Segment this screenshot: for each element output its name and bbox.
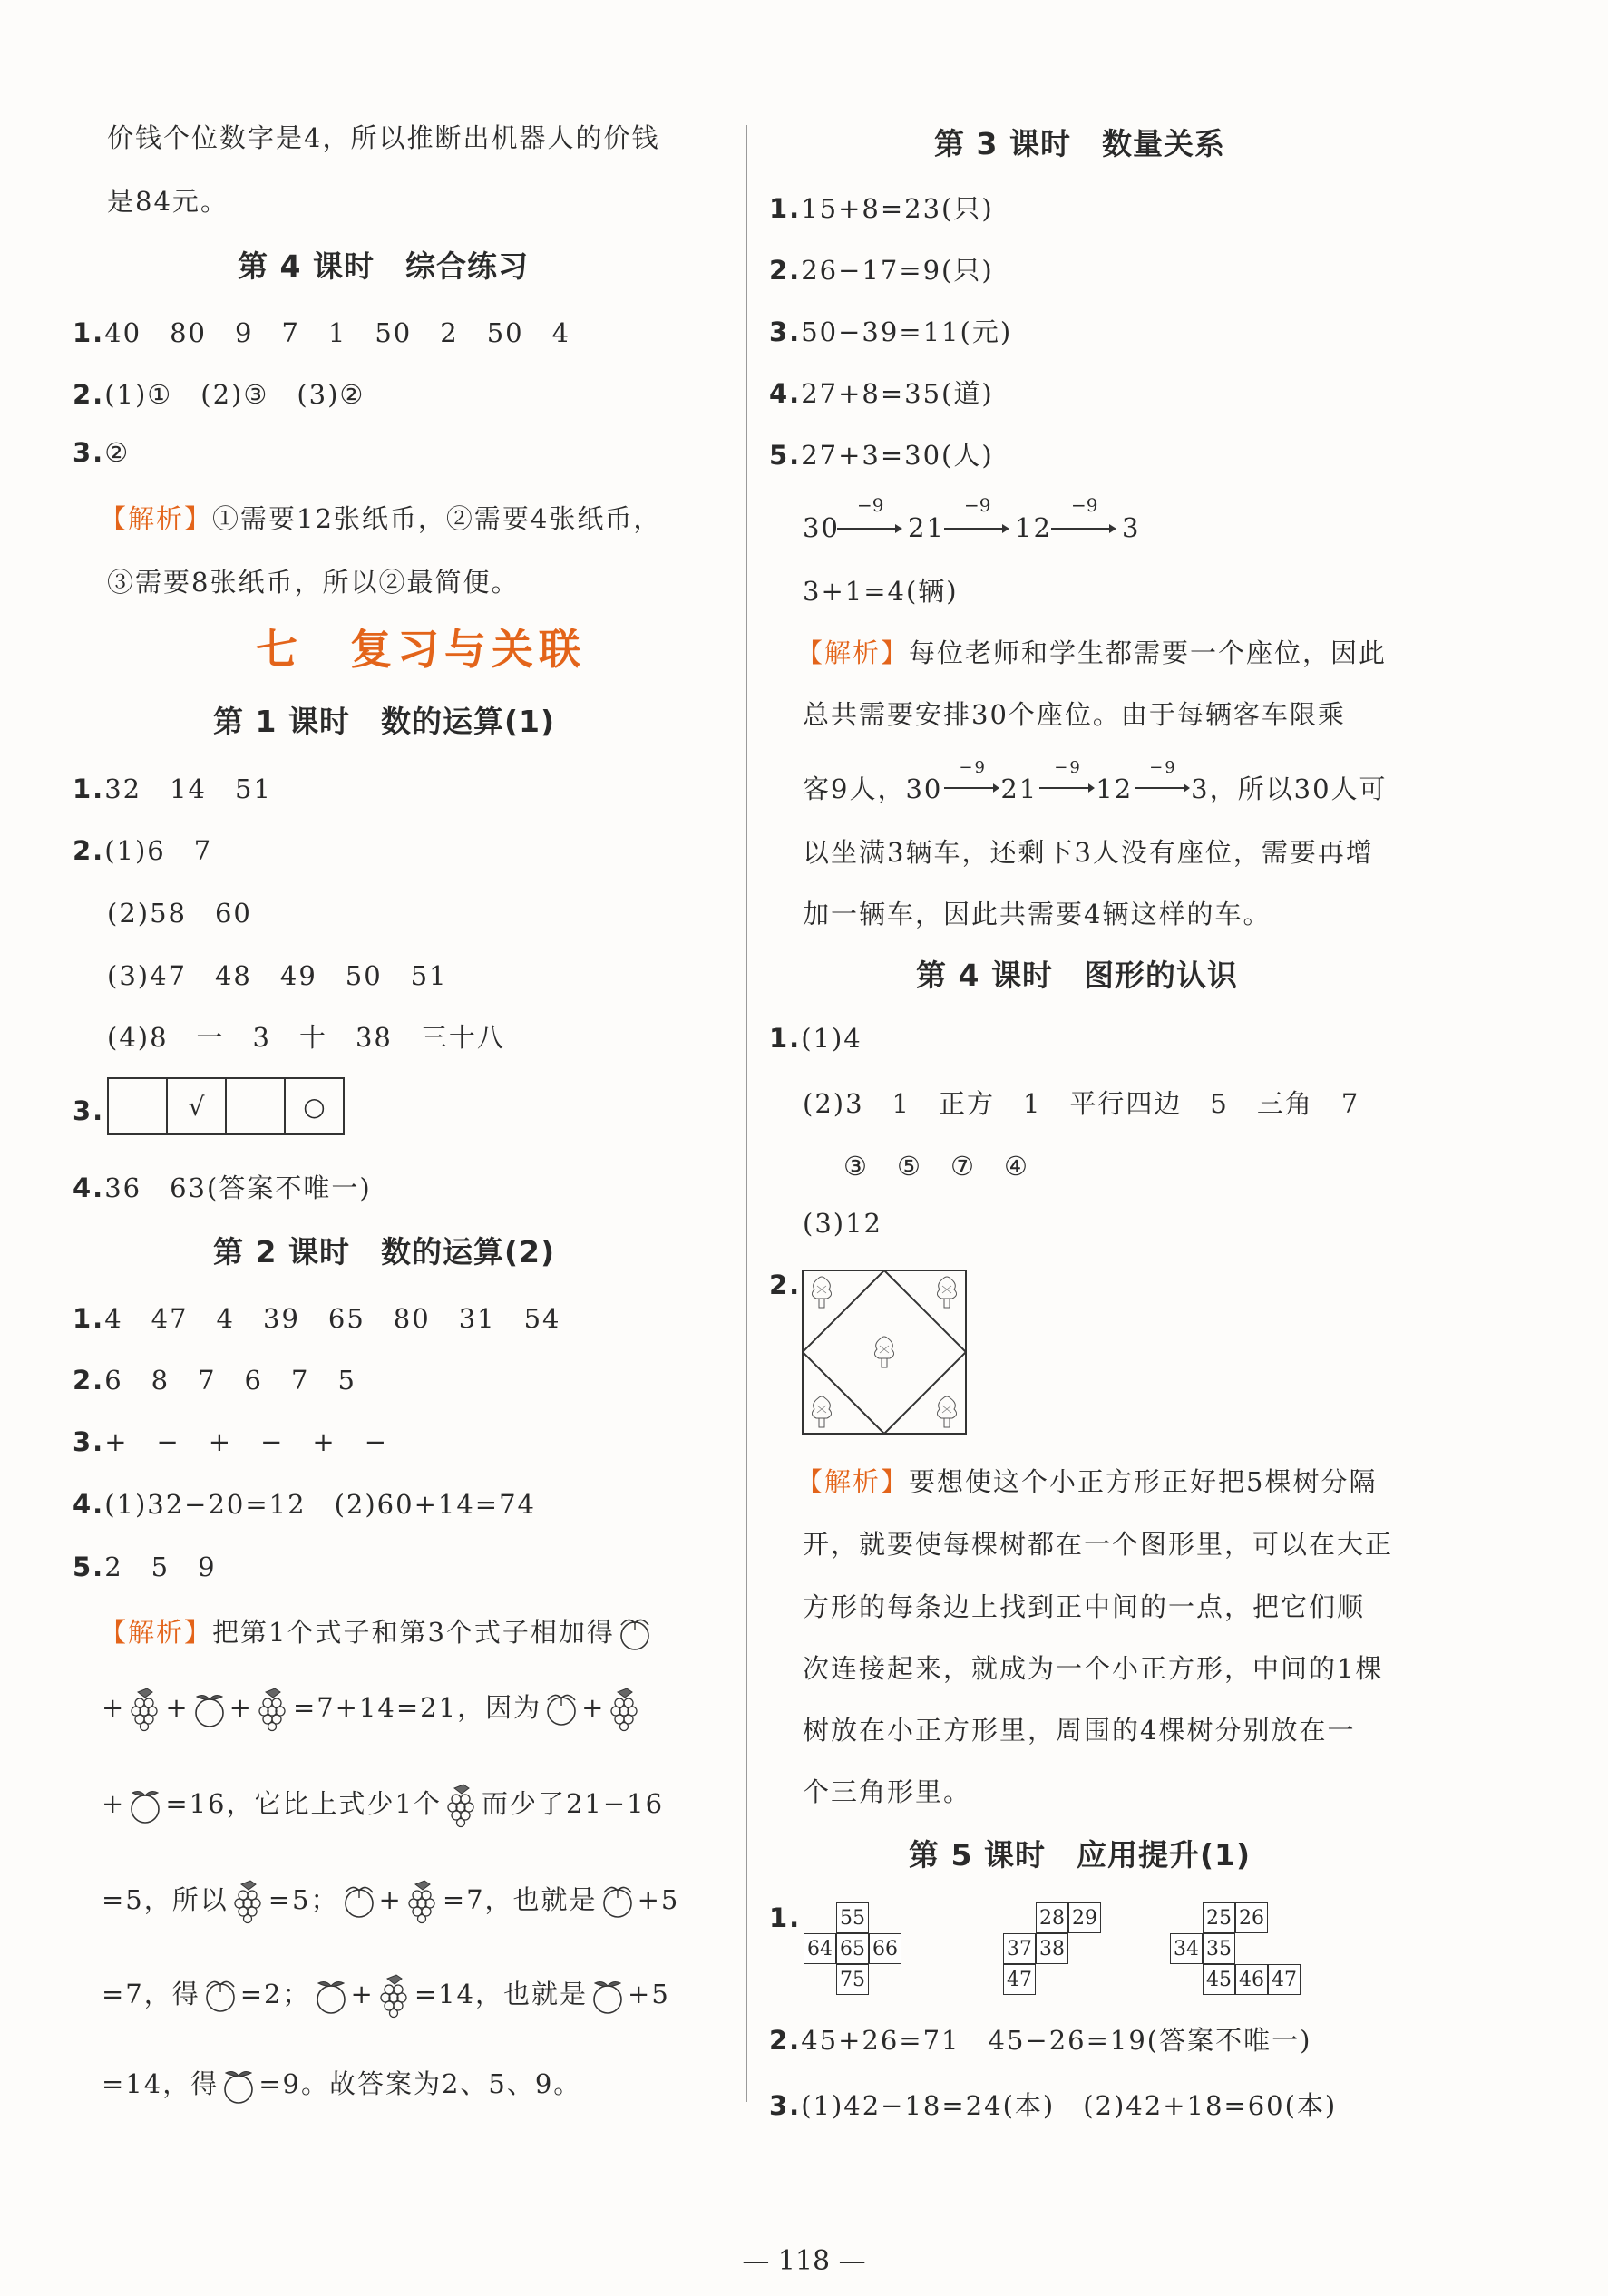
grid-cell: 38 xyxy=(1036,1933,1068,1964)
c2-q5 xyxy=(73,1547,217,1584)
grid-cell: 37 xyxy=(1003,1933,1036,1964)
r4-analysis-line-3: 方形的每条边上找到正中间的一点，把它们顺 xyxy=(803,1591,1366,1622)
chain-op: −9 xyxy=(1054,758,1082,777)
grape-icon xyxy=(253,1687,293,1732)
l4-analysis-line-1 xyxy=(100,499,661,536)
tree-icon xyxy=(812,1277,831,1308)
analysis-tag: 【解析】 xyxy=(100,1617,213,1648)
q-number: 1. xyxy=(769,1902,802,1933)
answer-text: 15+8=23(只) xyxy=(801,193,994,224)
q-number: 2. xyxy=(769,2025,802,2056)
r3-calc: 3+1=4(辆) xyxy=(803,576,959,607)
r4-q1-1 xyxy=(769,1023,862,1054)
c1-q3-boxes xyxy=(107,1077,345,1135)
analysis-text: =7，也就是 xyxy=(442,1884,598,1915)
answer-box: ○ xyxy=(303,1091,326,1122)
intro-line-2: 是84元。 xyxy=(107,186,229,217)
grid-cell: 29 xyxy=(1068,1902,1101,1933)
answer-text: 36 63(答案不唯一) xyxy=(104,1172,372,1203)
r3-q5 xyxy=(769,435,994,472)
orange-icon xyxy=(588,1974,628,2018)
chain-value: 12 xyxy=(1015,512,1052,543)
grid-cell: 64 xyxy=(804,1933,836,1964)
r3-q1 xyxy=(769,189,994,226)
lesson4-title: 第 4 课时 综合练习 xyxy=(238,248,529,284)
chain-op: −9 xyxy=(964,494,991,516)
analysis-text: +5 xyxy=(628,1979,670,2009)
analysis-text: ①需要12张纸币，②需要4张纸币， xyxy=(212,503,662,534)
peach-icon xyxy=(541,1688,581,1731)
grid-cell: 47 xyxy=(1268,1964,1301,1995)
q-number: 3. xyxy=(769,2090,802,2121)
q-number: 3. xyxy=(73,1426,105,1457)
orange-icon xyxy=(219,2064,258,2107)
r4-q1-3: ③ ⑤ ⑦ ④ xyxy=(843,1151,1029,1182)
q-number: 3. xyxy=(73,1095,105,1126)
c1-q2-3: (3)47 48 49 50 51 xyxy=(107,960,448,991)
tree-icon xyxy=(937,1277,956,1308)
c2-analysis-line-5: =7，得 =2； + =14，也就是 +5 xyxy=(102,1973,670,2019)
q-number: 2. xyxy=(73,379,105,410)
q-number: 5. xyxy=(73,1552,105,1582)
analysis-text: =14，得 xyxy=(102,2068,219,2099)
q-number: 5. xyxy=(769,440,802,471)
r4-q1-2: (2)3 1 正方 1 平行四边 5 三角 7 xyxy=(803,1088,1360,1119)
r4-analysis-line-6: 个三角形里。 xyxy=(803,1776,972,1807)
analysis-text: +5 xyxy=(637,1884,680,1915)
r5-q3 xyxy=(769,2086,1337,2123)
answer-text: ② xyxy=(104,437,131,468)
r5-q2 xyxy=(769,2020,1311,2058)
analysis-text: 而少了21−16 xyxy=(481,1788,665,1819)
analysis-text: 客9人，30 xyxy=(803,773,943,804)
q-number: 3. xyxy=(73,437,105,468)
peach-icon xyxy=(339,1880,379,1923)
q-number: 2. xyxy=(769,1270,802,1300)
grape-icon xyxy=(605,1687,645,1732)
answer-text: 27+3=30(人) xyxy=(801,440,994,471)
r3-analysis-line-4: 以坐满3辆车，还剩下3人没有座位，需要再增 xyxy=(803,837,1374,868)
analysis-text: 21 xyxy=(1000,773,1038,804)
analysis-tag: 【解析】 xyxy=(796,637,910,668)
page-number: — 118 — xyxy=(742,2245,866,2277)
c2-analysis-line-1 xyxy=(100,1612,655,1656)
grid-cell: 65 xyxy=(836,1933,869,1964)
analysis-text: =9。故答案为2、5、9。 xyxy=(258,2068,582,2099)
answer-text: 2 5 9 xyxy=(104,1552,217,1582)
analysis-text: =5； xyxy=(268,1884,339,1915)
r4-analysis-line-5: 树放在小正方形里，周围的4棵树分别放在一 xyxy=(803,1715,1356,1746)
answer-box xyxy=(227,1079,286,1133)
answer-text: (1)32−20=12 (2)60+14=74 xyxy=(104,1489,536,1520)
answer-text: (1)42−18=24(本) (2)42+18=60(本) xyxy=(801,2090,1338,2121)
grid-cell: 34 xyxy=(1170,1933,1203,1964)
q-number: 1. xyxy=(769,1023,802,1054)
c1-q2-1 xyxy=(73,831,212,868)
analysis-text: =7，得 xyxy=(102,1979,200,2009)
column-divider xyxy=(746,125,747,2102)
chain-op: −9 xyxy=(857,494,884,516)
grid-cell: 35 xyxy=(1203,1933,1235,1964)
analysis-text: =5，所以 xyxy=(102,1884,229,1915)
chain-op: −9 xyxy=(959,758,987,777)
grid-cell: 55 xyxy=(836,1902,869,1933)
grid-cell: 25 xyxy=(1203,1902,1235,1933)
answer-text: 45+26=71 45−26=19(答案不唯一) xyxy=(801,2025,1312,2056)
grid-cell: 75 xyxy=(836,1964,869,1995)
q-number: 4. xyxy=(73,1172,105,1203)
analysis-text: 把第1个式子和第3个式子相加得 xyxy=(212,1617,615,1648)
r4-q2-label xyxy=(769,1270,801,1300)
arrow-icon xyxy=(942,782,1000,794)
chain-op: −9 xyxy=(1149,758,1177,777)
c1-q3-label xyxy=(73,1095,104,1126)
c2-analysis-line-4: =5，所以 =5； + =7，也就是 +5 xyxy=(102,1879,679,1924)
answer-text: 32 14 51 xyxy=(104,773,272,804)
c2-analysis-line-6 xyxy=(102,2064,581,2107)
answer-text: 40 80 9 7 1 50 2 50 4 xyxy=(104,317,571,348)
r4-analysis-line-4: 次连接起来，就成为一个小正方形，中间的1棵 xyxy=(803,1653,1384,1684)
c2-q2 xyxy=(73,1360,356,1397)
tree-icon xyxy=(937,1396,956,1427)
grid-cell: 47 xyxy=(1003,1964,1036,1995)
chain-op: −9 xyxy=(1071,494,1098,516)
answer-box: √ xyxy=(168,1079,227,1133)
q-number: 2. xyxy=(73,1365,105,1396)
q-number: 1. xyxy=(73,1303,105,1334)
c1-title: 第 1 课时 数的运算(1) xyxy=(213,704,556,739)
grid-cell: 26 xyxy=(1235,1902,1268,1933)
chapter-title: 七 复习与关联 xyxy=(256,625,586,674)
q-number: 2. xyxy=(769,255,802,286)
grid-cell: 28 xyxy=(1036,1902,1068,1933)
answer-text: 27+8=35(道) xyxy=(801,378,994,409)
answer-text: (1)4 xyxy=(801,1023,862,1054)
r4-title: 第 4 课时 图形的认识 xyxy=(916,958,1238,993)
tree-icon xyxy=(812,1396,831,1427)
r4-analysis-line-2: 开，就要使每棵树都在一个图形里，可以在大正 xyxy=(803,1529,1394,1560)
peach-icon xyxy=(598,1880,638,1923)
r3-title: 第 3 课时 数量关系 xyxy=(934,126,1225,161)
analysis-text: 3，所以30人可 xyxy=(1191,773,1388,804)
l4-analysis-line-2: ③需要8张纸币，所以②最简便。 xyxy=(107,567,520,598)
r4-analysis-line-1 xyxy=(796,1462,1377,1499)
arrow-icon xyxy=(1133,782,1191,794)
r3-analysis-line-3 xyxy=(803,758,1388,806)
analysis-tag: 【解析】 xyxy=(796,1466,910,1497)
l4-q1 xyxy=(73,313,570,350)
q-number: 1. xyxy=(73,773,105,804)
c1-q4 xyxy=(73,1168,372,1205)
analysis-text: 要想使这个小正方形正好把5棵树分隔 xyxy=(909,1466,1378,1497)
chain-value: 3 xyxy=(1122,512,1141,543)
grape-icon xyxy=(442,1783,482,1828)
q-number: 1. xyxy=(73,317,105,348)
orange-icon xyxy=(190,1688,229,1731)
analysis-text: =14，也就是 xyxy=(414,1979,589,2009)
grid-cell: 45 xyxy=(1203,1964,1235,1995)
r5-q1-label xyxy=(769,1902,801,1933)
analysis-text: =7+14=21，因为 xyxy=(292,1692,542,1723)
r3-analysis-line-5: 加一辆车，因此共需要4辆这样的车。 xyxy=(803,899,1272,929)
l4-q3 xyxy=(73,437,130,468)
q-number: 2. xyxy=(73,835,105,866)
chain-value: 21 xyxy=(908,512,945,543)
c2-q3 xyxy=(73,1422,388,1459)
arrow-icon xyxy=(1038,782,1096,794)
intro-line-1: 价钱个位数字是4，所以推断出机器人的价钱 xyxy=(107,122,660,153)
q-number: 3. xyxy=(769,316,802,347)
analysis-text: 每位老师和学生都需要一个座位，因此 xyxy=(909,637,1388,668)
answer-text: 4 47 4 39 65 80 31 54 xyxy=(104,1303,561,1334)
grape-icon xyxy=(229,1879,268,1924)
orange-icon xyxy=(125,1784,165,1827)
c2-q4 xyxy=(73,1484,536,1522)
chain-value: 30 xyxy=(803,512,840,543)
grape-icon xyxy=(125,1687,165,1732)
answer-text: 26−17=9(只) xyxy=(801,255,994,286)
answer-text: + − + − + − xyxy=(104,1426,388,1457)
answer-box xyxy=(109,1079,168,1133)
peach-icon xyxy=(200,1974,240,2018)
analysis-text: 12 xyxy=(1096,773,1134,804)
subtraction-chain xyxy=(803,494,1184,549)
inline-arrow xyxy=(1038,758,1096,798)
grid-cell: 66 xyxy=(869,1933,901,1964)
c2-analysis-line-3: + =16，它比上式少1个 而少了21−16 xyxy=(102,1783,664,1828)
r3-q3 xyxy=(769,312,1012,349)
r3-analysis-line-2: 总共需要安排30个座位。由于每辆客车限乘 xyxy=(803,699,1346,730)
grape-icon xyxy=(403,1879,443,1924)
grid-cell: 46 xyxy=(1235,1964,1268,1995)
answer-text: (1)6 7 xyxy=(104,835,213,866)
inline-arrow xyxy=(942,758,1000,798)
c2-analysis-line-2: + + + =7+14=21，因为 + xyxy=(102,1687,645,1732)
r4-q1-4: (3)12 xyxy=(803,1208,882,1239)
c2-q1 xyxy=(73,1299,561,1336)
c1-q2-2: (2)58 60 xyxy=(107,898,252,929)
c2-title: 第 2 课时 数的运算(2) xyxy=(213,1234,556,1270)
tree-icon xyxy=(874,1337,893,1367)
q-number: 4. xyxy=(73,1489,105,1520)
analysis-text: =2； xyxy=(239,1979,311,2009)
answer-text: 6 8 7 6 7 5 xyxy=(104,1365,356,1396)
r3-q2 xyxy=(769,250,994,287)
l4-q2 xyxy=(73,375,365,412)
analysis-text: =16，它比上式少1个 xyxy=(165,1788,442,1819)
peach-icon xyxy=(615,1612,655,1656)
inline-arrow xyxy=(1133,758,1191,798)
grape-icon xyxy=(375,1973,414,2019)
c1-q1 xyxy=(73,769,272,806)
r5-title: 第 5 课时 应用提升(1) xyxy=(909,1837,1252,1873)
q-number: 1. xyxy=(769,193,802,224)
r3-analysis-line-1 xyxy=(796,633,1387,670)
square-tree-diagram xyxy=(802,1270,967,1435)
answer-text: 50−39=11(元) xyxy=(801,316,1013,347)
answer-text: (1)① (2)③ (3)② xyxy=(104,379,365,410)
analysis-tag: 【解析】 xyxy=(100,503,213,534)
q-number: 4. xyxy=(769,378,802,409)
r3-q4 xyxy=(769,374,994,411)
orange-icon xyxy=(311,1974,351,2018)
c1-q2-4: (4)8 一 3 十 38 三十八 xyxy=(107,1022,505,1053)
